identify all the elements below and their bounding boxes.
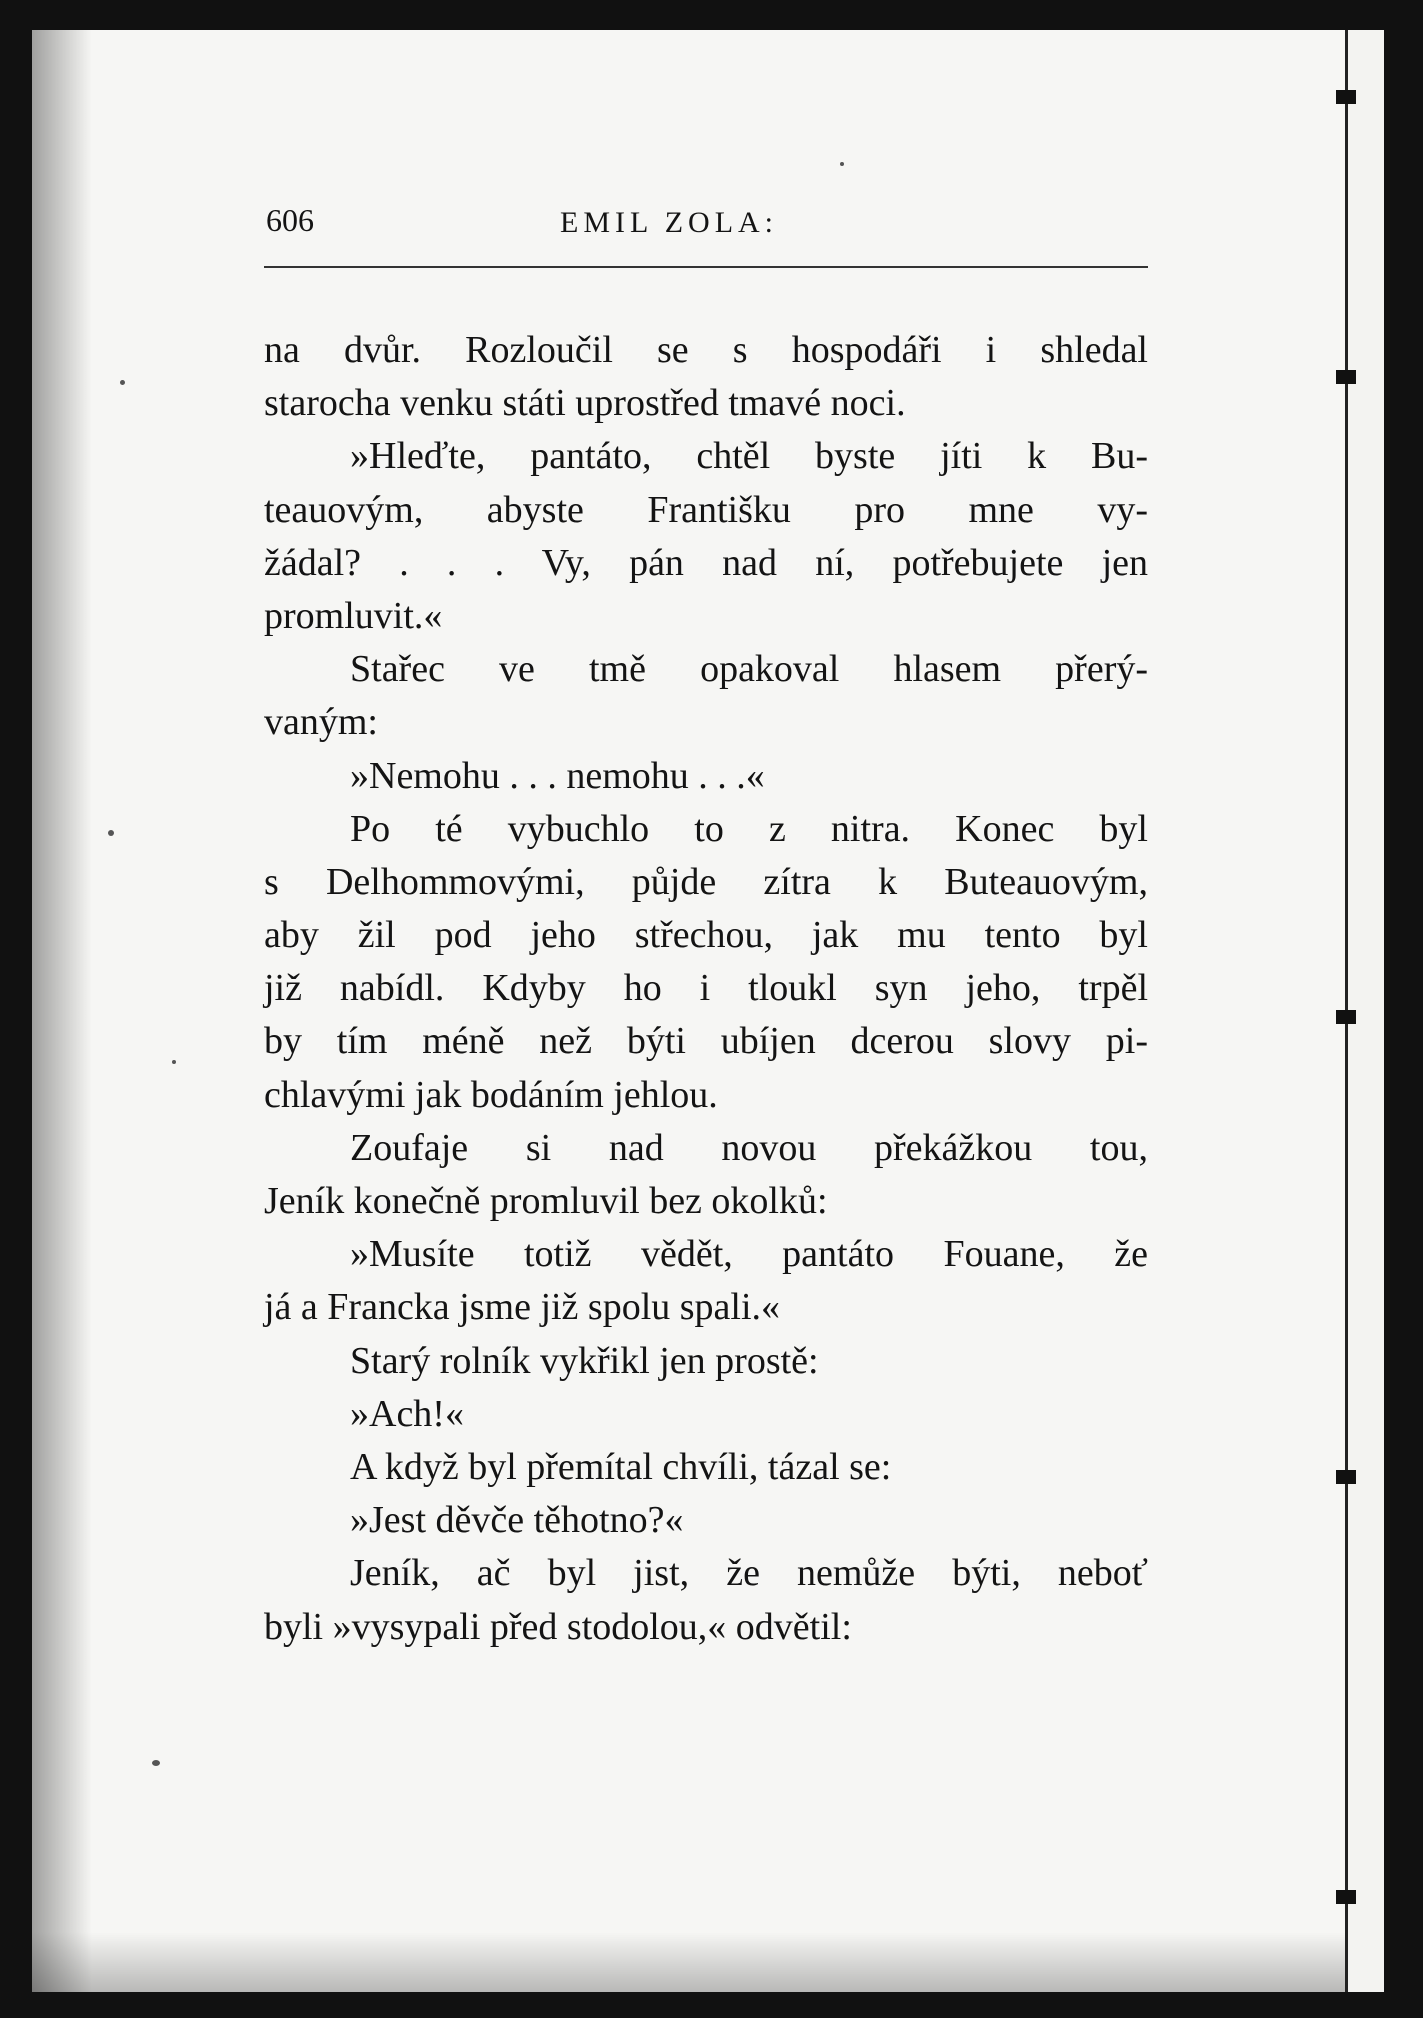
text-line: »Musíte totiž vědět, pantáto Fouane, že xyxy=(350,1233,1148,1276)
edge-tab xyxy=(1336,90,1356,104)
text-line: Starý rolník vykřikl jen prostě: xyxy=(350,1339,819,1382)
page-number: 606 xyxy=(266,202,314,238)
paper-speck xyxy=(152,1760,160,1766)
paper-speck xyxy=(108,830,114,836)
text-line: Stařec ve tmě opakoval hlasem přerý- xyxy=(350,648,1148,691)
text-line: již nabídl. Kdyby ho i tloukl syn jeho, trpěl xyxy=(264,967,1148,1010)
paper-speck xyxy=(172,1060,176,1064)
edge-tab xyxy=(1336,1470,1356,1484)
text-line: »Ach!« xyxy=(350,1392,464,1435)
page-right-edge xyxy=(1345,30,1384,1992)
text-line: »Jest děvče těhotno?« xyxy=(350,1499,684,1542)
paper-speck xyxy=(840,162,844,166)
text-line: s Delhommovými, půjde zítra k Buteauovým, xyxy=(264,860,1148,903)
page-bottom-shadow xyxy=(32,1932,1384,1992)
text-line: promluvit.« xyxy=(264,594,443,637)
text-line: Jeník konečně promluvil bez okolků: xyxy=(264,1180,828,1222)
text-line: starocha venku státi uprostřed tmavé noci. xyxy=(264,382,906,425)
text-line: teauovým, abyste Františku pro mne vy- xyxy=(264,488,1148,531)
text-line: byli »vysypali před stodolou,« odvětil: xyxy=(264,1605,852,1648)
header-rule xyxy=(264,266,1148,268)
text-line: aby žil pod jeho střechou, jak mu tento byl xyxy=(264,914,1148,957)
text-line: na dvůr. Rozloučil se s hospodáři i shledal xyxy=(264,329,1148,371)
text-line: chlavými jak bodáním jehlou. xyxy=(264,1073,718,1116)
running-title: EMIL ZOLA: xyxy=(560,206,779,239)
text-line: já a Francka jsme již spolu spali.« xyxy=(264,1286,781,1329)
edge-tab xyxy=(1336,370,1356,384)
edge-tab xyxy=(1336,1890,1356,1904)
page-gutter-shadow xyxy=(32,30,92,1992)
text-line: Jeník, ač byl jist, že nemůže býti, neboť xyxy=(350,1552,1148,1595)
running-header xyxy=(260,202,1148,242)
book-page xyxy=(32,30,1384,1992)
paper-speck xyxy=(120,380,125,385)
text-line: »Hleďte, pantáto, chtěl byste jíti k Bu- xyxy=(350,435,1148,478)
body-text xyxy=(264,324,1148,1654)
text-line: Zoufaje si nad novou překážkou tou, xyxy=(350,1126,1148,1169)
text-line: vaným: xyxy=(264,701,378,744)
text-line: Po té vybuchlo to z nitra. Konec byl xyxy=(350,807,1148,850)
text-line: by tím méně než býti ubíjen dcerou slovy pi- xyxy=(264,1020,1148,1063)
text-line: A když byl přemítal chvíli, tázal se: xyxy=(350,1445,892,1488)
edge-tab xyxy=(1336,1010,1356,1024)
text-line: žádal? . . . Vy, pán nad ní, potřebujete jen xyxy=(264,541,1148,584)
text-line: »Nemohu . . . nemohu . . .« xyxy=(350,754,765,797)
